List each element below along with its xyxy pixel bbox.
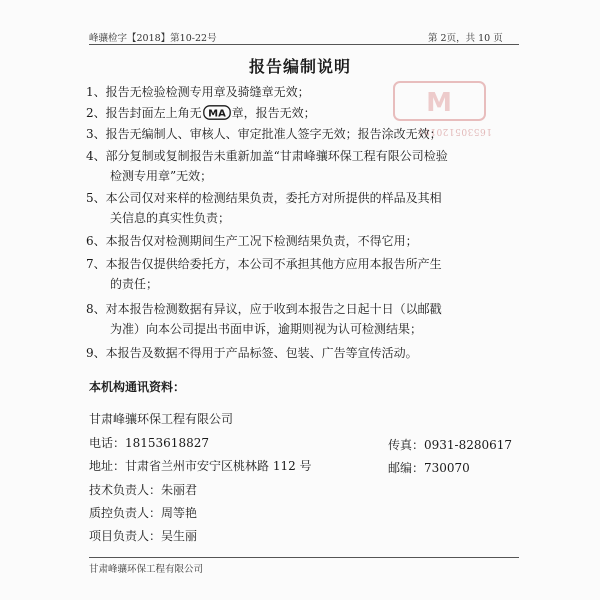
document-number: 峰骧检字【2018】第10-22号 xyxy=(89,33,217,44)
list-item: 7、本报告仅提供给委托方，本公司不承担其他方应用本报告所产生 的责任； xyxy=(86,257,442,291)
phone-number: 电话：18153618827 xyxy=(89,436,209,450)
technical-lead: 技术负责人：朱丽君 xyxy=(89,483,198,497)
contact-section-title: 本机构通讯资料： xyxy=(89,380,186,394)
list-item: 6、本报告仅对检测期间生产工况下检测结果负责，不得它用； xyxy=(86,234,418,248)
faded-seal-mark xyxy=(392,80,487,122)
seal-number: 165305120181 xyxy=(417,126,492,136)
svg-text:MA: MA xyxy=(207,108,226,120)
page-info: 第 2页，共 10 页 xyxy=(428,33,503,44)
list-item: 5、本公司仅对来样的检测结果负责，委托方对所提供的样品及其相 关信息的真实性负责； xyxy=(86,191,442,225)
footer-rule xyxy=(89,557,519,558)
address: 地址：甘肃省兰州市安宁区桃林路 112 号 xyxy=(89,459,312,473)
company-name: 甘肃峰骧环保工程有限公司 xyxy=(89,412,234,426)
page-title: 报告编制说明 xyxy=(248,57,351,76)
fax-number: 传真：0931-8280617 xyxy=(388,438,513,452)
seal-emblem: M xyxy=(426,88,452,118)
header-rule xyxy=(89,44,519,45)
postcode: 邮编：730070 xyxy=(388,461,470,475)
list-item: 2、报告封面左上角无 MA 章，报告无效； xyxy=(86,106,316,120)
list-item: 3、报告无编制人、审核人、审定批准人签字无效；报告涂改无效； xyxy=(86,127,442,141)
cma-logo-icon xyxy=(203,105,231,120)
project-lead: 项目负责人：吴生丽 xyxy=(89,529,198,543)
list-item: 8、对本报告检测数据有异议，应于收到本报告之日起十日（以邮戳 为准）向本公司提出书面申诉，逾期则视为认可检测结果； xyxy=(86,302,442,336)
list-item: 9、本报告及数据不得用于产品标签、包装、广告等宣传活动。 xyxy=(86,346,418,360)
footer-company: 甘肃峰骧环保工程有限公司 xyxy=(89,564,204,575)
quality-control-lead: 质控负责人：周等艳 xyxy=(89,506,198,520)
list-item: 4、部分复制或复制报告未重新加盖“甘肃峰骧环保工程有限公司检验 检测专用章”无效； xyxy=(86,149,448,183)
list-item: 1、报告无检验检测专用章及骑缝章无效； xyxy=(86,85,310,99)
